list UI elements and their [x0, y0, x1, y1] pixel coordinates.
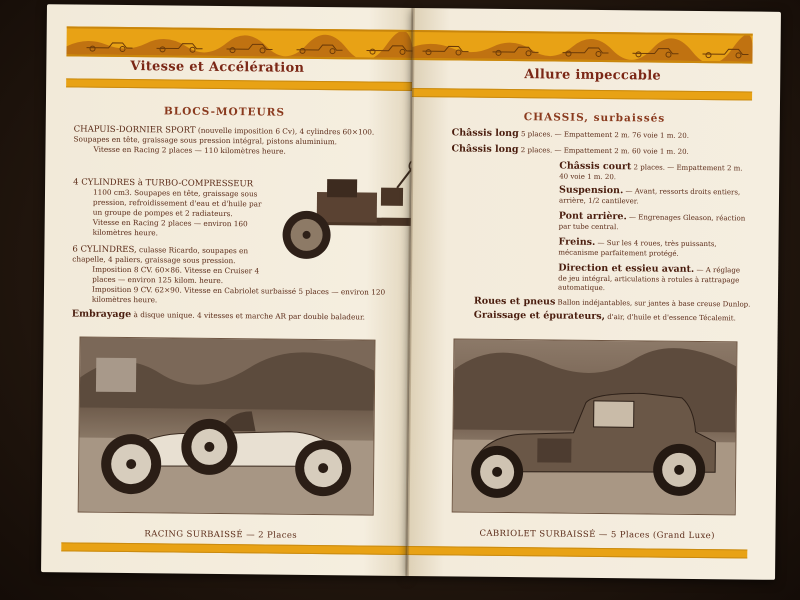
- decorative-car-band-left: [66, 26, 412, 60]
- spec-key: Châssis court: [559, 160, 632, 173]
- engine-1-block: [73, 124, 403, 157]
- spec-value: — Sur les 4 roues, très puissants, mécanisme parfaitement protégé.: [558, 238, 717, 258]
- spec-key: Châssis long: [451, 127, 519, 140]
- engine-2-text: 1100 cm3. Soupapes en tête, graissage sous pression, refroidissement d'eau et d'huile par un groupe de pompes et 2 radiateurs.: [92, 187, 262, 219]
- spec-chassis-long-5: [452, 128, 752, 142]
- spec-key: Pont arrière.: [558, 210, 627, 223]
- left-divider-band: [66, 78, 412, 91]
- spec-key: Châssis long: [451, 143, 519, 156]
- engine-1-speed: Vitesse en Racing 2 places — 110 kilomètres heure.: [93, 144, 286, 156]
- engine-1-text: (nouvelle imposition 6 Cv), 4 cylindres 60×100. Soupapes en tête, graissage sous pression intégral, pistons aluminium.: [73, 125, 375, 147]
- spec-key: Graissage et épurateurs,: [473, 309, 606, 323]
- right-bottom-band: [407, 546, 747, 559]
- spec-value: Ballon indéjantables, sur jantes à base creuse Dunlop.: [557, 298, 751, 309]
- engine-3-text: culasse Ricardo, soupapes en chapelle, 4 paliers, graissage sous pression.: [72, 245, 249, 266]
- right-page: [407, 8, 781, 580]
- spec-value: d'air, d'huile et d'essence Técalemit.: [607, 313, 736, 323]
- brochure: [41, 4, 781, 580]
- engine-2-speed: Vitesse en Racing 2 places — environ 160 kilomètres heure.: [92, 217, 248, 238]
- clutch-key: Embrayage: [71, 308, 132, 321]
- racing-car-photo: [78, 337, 376, 516]
- left-page: [41, 4, 413, 576]
- clutch-line: [72, 309, 402, 322]
- engine-1-name: CHAPUIS-DORNIER SPORT: [73, 124, 196, 136]
- engine-2-name: 4 CYLINDRES à TURBO-COMPRESSEUR: [73, 177, 254, 190]
- spec-value: — Avant, ressorts droits entiers, arrière, 1/2 cantilever.: [558, 187, 741, 205]
- spec-value: 2 places. — Empattement 2 m. 40 voie 1 m. 20.: [559, 163, 743, 181]
- spec-chassis-long-2: [451, 144, 751, 158]
- decorative-car-band-right: [412, 30, 752, 64]
- engine-3-line-3: Imposition 9 CV. 62×90. Vitesse en Cabriolet surbaissé 5 places — environ 120 kilomètres heure.: [91, 284, 386, 305]
- spec-value: — A réglage de jeu intégral, articulations à rotules à rattrapage automatique.: [558, 265, 741, 293]
- cabriolet-car-photo: [452, 338, 738, 515]
- spec-pont-arriere: [559, 212, 751, 234]
- engine-3-name: 6 CYLINDRES,: [72, 244, 137, 256]
- spec-key: Roues et pneus: [473, 295, 556, 308]
- spec-value: 5 places. — Empattement 2 m. 76 voie 1 m. 20.: [520, 130, 690, 140]
- spec-value: 2 places. — Empattement 2 m. 60 voie 1 m. 20.: [520, 146, 689, 156]
- clutch-text: à disque unique. 4 vitesses et marche AR par double baladeur.: [133, 310, 366, 322]
- engine-3-line-2: Imposition 8 CV. 60×86. Vitesse en Cruiser 4 places — environ 125 kilom. heure.: [92, 264, 260, 286]
- spec-key: Freins.: [558, 236, 596, 248]
- left-bottom-band: [61, 542, 407, 555]
- engine-3-block: [72, 244, 386, 306]
- cabriolet-caption: CABRIOLET SURBAISSÉ — 5 Places (Grand Luxe): [479, 528, 715, 542]
- spec-graissage: [474, 311, 754, 324]
- spec-key: Direction et essieu avant.: [558, 262, 695, 275]
- spec-suspension: [559, 186, 751, 208]
- spec-direction: [558, 264, 750, 296]
- engine-2-block: [73, 177, 272, 239]
- spec-roues-pneus: [474, 297, 754, 310]
- right-divider-band: [412, 88, 752, 101]
- spec-key: Suspension.: [559, 184, 624, 197]
- chassis-heading: CHASSIS, surbaissés: [523, 111, 666, 125]
- spec-value: — Engrenages Gleason, réaction par tube central.: [558, 213, 746, 231]
- right-page-title: Allure impeccable: [524, 67, 662, 84]
- spec-freins: [558, 238, 750, 260]
- spec-chassis-court: [559, 162, 751, 184]
- racing-caption: RACING SURBAISSÉ — 2 Places: [144, 529, 298, 541]
- left-page-title: Vitesse et Accélération: [130, 59, 305, 76]
- blocs-moteurs-heading: BLOCS-MOTEURS: [163, 105, 286, 119]
